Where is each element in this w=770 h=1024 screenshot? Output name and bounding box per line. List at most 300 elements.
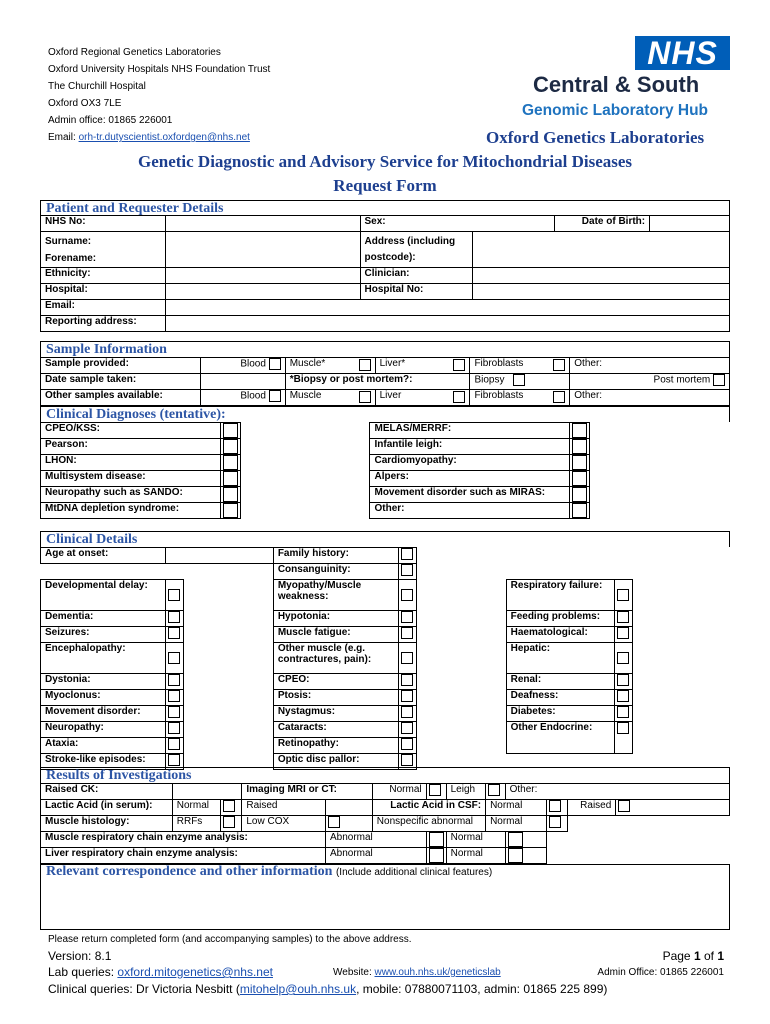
- optic-disc-checkbox[interactable]: [401, 754, 413, 766]
- ethnicity-label: Ethnicity:: [41, 268, 166, 284]
- avail-fibroblasts-option: [470, 390, 570, 406]
- cataracts-checkbox[interactable]: [401, 722, 413, 734]
- retinopathy-box[interactable]: [398, 738, 416, 754]
- other-endocrine-checkbox[interactable]: [617, 722, 629, 734]
- muscle-enzyme-label: Muscle respiratory chain enzyme analysis:: [41, 832, 326, 848]
- liver-normal-label: Normal: [446, 848, 505, 864]
- page-total: 1: [717, 949, 724, 963]
- spacer: [590, 487, 730, 503]
- address-line: The Churchill Hospital: [48, 81, 146, 92]
- spacer: [632, 706, 730, 722]
- lactic-normal-label: Normal: [172, 800, 220, 816]
- diag-right-checkbox[interactable]: [572, 439, 587, 454]
- diag-left-label: CPEO/KSS:: [41, 423, 221, 439]
- muscle-normal-checkbox[interactable]: [508, 832, 523, 847]
- hepatic-checkbox[interactable]: [617, 652, 629, 664]
- diag-left-checkbox[interactable]: [223, 455, 238, 470]
- spacer: [416, 580, 506, 611]
- blood-option: [200, 358, 285, 374]
- stroke-like-checkbox[interactable]: [168, 754, 180, 766]
- diag-left-checkbox[interactable]: [223, 423, 238, 438]
- diag-right-checkbox[interactable]: [572, 471, 587, 486]
- address-line: Admin office: 01865 226001: [48, 115, 173, 126]
- diag-right-box[interactable]: [570, 487, 590, 503]
- spacer: [590, 503, 730, 519]
- avail-blood-option: [200, 390, 285, 406]
- spacer: [506, 564, 614, 580]
- diag-left-checkbox[interactable]: [223, 471, 238, 486]
- avail-fibroblasts-checkbox[interactable]: [553, 391, 565, 403]
- dob-field[interactable]: [650, 216, 730, 232]
- email-field[interactable]: [165, 300, 729, 316]
- liver-abnormal-checkbox[interactable]: [429, 848, 444, 863]
- logo-line-2: Genomic Laboratory Hub: [522, 102, 709, 119]
- section-results-heading: Results of Investigations: [40, 767, 730, 783]
- respiratory-failure-checkbox[interactable]: [617, 589, 629, 601]
- lab-email-link[interactable]: oxford.mitogenetics@nhs.net: [117, 965, 273, 979]
- date-taken-field[interactable]: [200, 374, 285, 390]
- email-label: Email:: [48, 132, 79, 143]
- diag-left-label: MtDNA depletion syndrome:: [41, 503, 221, 519]
- nonspecific-label: Nonspecific abnormal: [372, 816, 485, 832]
- retinopathy-label: Retinopathy:: [273, 738, 398, 754]
- neuropathy-checkbox[interactable]: [168, 722, 180, 734]
- diag-right-label: MELAS/MERRF:: [370, 423, 570, 439]
- imaging-normal-label: Normal: [372, 784, 426, 800]
- diag-right-checkbox[interactable]: [572, 455, 587, 470]
- deafness-checkbox[interactable]: [617, 690, 629, 702]
- raised-ck-field[interactable]: [172, 784, 242, 800]
- clinician-label: Clinician:: [360, 268, 473, 284]
- spacer: [240, 487, 370, 503]
- results-table: [40, 783, 730, 864]
- spacer: [416, 643, 506, 674]
- page-of: of: [700, 949, 718, 963]
- feeding-problems-label: Feeding problems:: [506, 611, 614, 627]
- raised-ck-label: Raised CK:: [41, 784, 173, 800]
- nystagmus-box[interactable]: [398, 706, 416, 722]
- neuropathy-label: Neuropathy:: [41, 722, 166, 738]
- clinician-field[interactable]: [473, 268, 730, 284]
- csf-raised-label: Raised: [568, 800, 616, 816]
- nystagmus-label: Nystagmus:: [273, 706, 398, 722]
- csf-raised-checkbox[interactable]: [618, 800, 630, 812]
- spacer: [183, 738, 273, 754]
- haematological-label: Haematological:: [506, 627, 614, 643]
- movement-disorder-checkbox[interactable]: [168, 706, 180, 718]
- csf-normal-label: Normal: [486, 800, 547, 816]
- fibroblasts-option: [470, 358, 570, 374]
- version: Version: 8.1: [48, 949, 112, 963]
- imaging-label: Imaging MRI or CT:: [242, 784, 372, 800]
- lab-queries-label: Lab queries:: [48, 965, 118, 979]
- biopsy-checkbox[interactable]: [513, 374, 525, 386]
- hospital-no-field[interactable]: [473, 284, 730, 300]
- deafness-label: Deafness:: [506, 690, 614, 706]
- clinical-prefix: Clinical queries: Dr Victoria Nesbitt (: [48, 982, 240, 996]
- rrfs-checkbox[interactable]: [223, 816, 235, 828]
- sample-table: [40, 357, 730, 406]
- deafness-box[interactable]: [614, 690, 632, 706]
- name-field[interactable]: [165, 232, 360, 268]
- website-link[interactable]: www.ouh.nhs.uk/geneticslab: [374, 967, 501, 978]
- spacer: [632, 722, 730, 754]
- diag-right-checkbox[interactable]: [572, 487, 587, 502]
- developmental-delay-label: Developmental delay:: [41, 580, 166, 611]
- muscle-abnormal-box[interactable]: [426, 832, 446, 848]
- spacer: [590, 423, 730, 439]
- imaging-leigh-label: Leigh: [446, 784, 485, 800]
- family-history-label: Family history:: [273, 548, 398, 564]
- clinical-email-link[interactable]: mitohelp@ouh.nhs.uk: [239, 982, 357, 996]
- seizures-label: Seizures:: [41, 627, 166, 643]
- myopathy-checkbox[interactable]: [401, 589, 413, 601]
- liver-star-label: Liver*: [379, 358, 406, 369]
- duty-scientist-email-link[interactable]: orh-tr.dutyscientist.oxfordgen@nhs.net: [78, 132, 250, 143]
- lab-queries: [48, 965, 273, 979]
- movement-disorder-box[interactable]: [165, 706, 183, 722]
- section-clinical-heading: Clinical Details: [40, 531, 730, 547]
- low-cox-box[interactable]: [325, 816, 372, 832]
- other-muscle-checkbox[interactable]: [401, 652, 413, 664]
- consanguinity-checkbox[interactable]: [401, 564, 413, 576]
- spacer: [165, 564, 183, 580]
- email-line: [48, 129, 270, 146]
- spacer: [632, 548, 730, 564]
- histology-label: Muscle histology:: [41, 816, 173, 832]
- nhs-badge: NHS: [635, 36, 730, 70]
- spacer: [632, 564, 730, 580]
- renal-box[interactable]: [614, 674, 632, 690]
- correspondence-title: Relevant correspondence and other information: [46, 864, 333, 879]
- diag-right-checkbox[interactable]: [572, 503, 587, 518]
- avail-muscle-option: [285, 390, 375, 406]
- diag-right-box[interactable]: [570, 439, 590, 455]
- dementia-box[interactable]: [165, 611, 183, 627]
- spacer: [416, 627, 506, 643]
- hospital-field[interactable]: [165, 284, 360, 300]
- correspondence-subtitle: (Include additional clinical features): [335, 867, 493, 878]
- other-label: Other:: [574, 358, 603, 369]
- lactic-serum-label: Lactic Acid (in serum):: [41, 800, 173, 816]
- haematological-checkbox[interactable]: [617, 627, 629, 639]
- name-labels: [41, 232, 166, 268]
- ptosis-box[interactable]: [398, 690, 416, 706]
- lactic-csf-label: Lactic Acid in CSF:: [372, 800, 485, 816]
- diabetes-label: Diabetes:: [506, 706, 614, 722]
- encephalopathy-label: Encephalopathy:: [41, 643, 166, 674]
- hepatic-label: Hepatic:: [506, 643, 614, 674]
- spacer: [506, 548, 614, 564]
- developmental-delay-checkbox[interactable]: [168, 589, 180, 601]
- hepatic-box[interactable]: [614, 643, 632, 674]
- section-correspondence-heading: [41, 864, 731, 880]
- page-prefix: Page: [662, 949, 694, 963]
- spacer: [325, 800, 372, 816]
- muscle-star-label: Muscle*: [289, 358, 326, 369]
- address-label: Address (including postcode):: [360, 232, 473, 268]
- diag-left-checkbox[interactable]: [223, 439, 238, 454]
- diag-right-box[interactable]: [570, 423, 590, 439]
- diag-left-box[interactable]: [220, 455, 240, 471]
- spacer: [614, 564, 632, 580]
- rrfs-label: RRFs: [172, 816, 220, 832]
- feeding-problems-box[interactable]: [614, 611, 632, 627]
- diag-right-box[interactable]: [570, 503, 590, 519]
- myoclonus-box[interactable]: [165, 690, 183, 706]
- diag-right-checkbox[interactable]: [572, 423, 587, 438]
- seizures-checkbox[interactable]: [168, 627, 180, 639]
- avail-blood-label: Blood: [240, 390, 266, 402]
- diag-right-label: Other:: [370, 503, 570, 519]
- section-patient-heading: Patient and Requester Details: [40, 200, 730, 216]
- spacer: [416, 564, 506, 580]
- renal-checkbox[interactable]: [617, 674, 629, 686]
- surname-label: Surname:: [45, 236, 92, 247]
- fibroblasts-checkbox[interactable]: [553, 359, 565, 371]
- retinopathy-checkbox[interactable]: [401, 738, 413, 750]
- low-cox-checkbox[interactable]: [328, 816, 340, 828]
- liver-normal-checkbox[interactable]: [508, 848, 523, 863]
- spacer: [240, 455, 370, 471]
- hypotonia-box[interactable]: [398, 611, 416, 627]
- dementia-checkbox[interactable]: [168, 611, 180, 623]
- page-current: 1: [693, 949, 701, 963]
- post-mortem-label: Post mortem: [653, 374, 711, 386]
- spacer: [632, 611, 730, 627]
- stroke-like-label: Stroke-like episodes:: [41, 754, 166, 770]
- return-note: Please return completed form (and accompanying samples) to the above address.: [48, 934, 412, 945]
- hypotonia-checkbox[interactable]: [401, 611, 413, 623]
- muscle-normal-label: Normal: [446, 832, 505, 848]
- spacer: [632, 674, 730, 690]
- form-subtitle: Request Form: [333, 176, 437, 195]
- form-title: Genetic Diagnostic and Advisory Service for Mitochondrial Diseases: [137, 152, 633, 171]
- spacer: [632, 627, 730, 643]
- muscle-fatigue-checkbox[interactable]: [401, 627, 413, 639]
- spacer: [240, 439, 370, 455]
- encephalopathy-checkbox[interactable]: [168, 652, 180, 664]
- diag-right-label: Movement disorder such as MIRAS:: [370, 487, 570, 503]
- spacer: [240, 503, 370, 519]
- other-endocrine-box[interactable]: [614, 722, 632, 754]
- spacer: [416, 611, 506, 627]
- spacer: [546, 832, 729, 848]
- spacer: [416, 674, 506, 690]
- lab-address: [48, 44, 270, 146]
- cpeo-label: CPEO:: [273, 674, 398, 690]
- page-number: [663, 949, 724, 963]
- spacer: [183, 580, 273, 611]
- avail-muscle-checkbox[interactable]: [359, 391, 371, 403]
- diag-right-box[interactable]: [570, 455, 590, 471]
- haematological-box[interactable]: [614, 627, 632, 643]
- myopathy-label: Myopathy/Muscle weakness:: [273, 580, 398, 611]
- muscle-fatigue-box[interactable]: [398, 627, 416, 643]
- imaging-other-field[interactable]: [505, 784, 729, 800]
- ataxia-box[interactable]: [165, 738, 183, 754]
- nystagmus-checkbox[interactable]: [401, 706, 413, 718]
- spacer: [183, 611, 273, 627]
- muscle-normal-box[interactable]: [505, 832, 546, 848]
- diag-left-box[interactable]: [220, 439, 240, 455]
- avail-fibroblasts-label: Fibroblasts: [474, 390, 524, 401]
- lactic-normal-box[interactable]: [221, 800, 242, 816]
- liver-normal-box[interactable]: [505, 848, 546, 864]
- logo-line-1: Central & South: [533, 72, 700, 97]
- age-onset-label: Age at onset:: [41, 548, 166, 564]
- neuropathy-box[interactable]: [165, 722, 183, 738]
- histology-normal-checkbox[interactable]: [549, 816, 561, 828]
- csf-raised-box[interactable]: [616, 800, 730, 816]
- cpeo-box[interactable]: [398, 674, 416, 690]
- clinical-table: [40, 547, 730, 770]
- lactic-normal-checkbox[interactable]: [223, 800, 235, 812]
- respiratory-failure-box[interactable]: [614, 580, 632, 611]
- muscle-checkbox[interactable]: [359, 359, 371, 371]
- blood-label: Blood: [240, 358, 266, 370]
- spacer: [632, 580, 730, 611]
- diagnoses-table: [40, 422, 730, 519]
- spacer: [568, 816, 730, 832]
- cataracts-label: Cataracts:: [273, 722, 398, 738]
- diag-left-label: LHON:: [41, 455, 221, 471]
- myoclonus-label: Myoclonus:: [41, 690, 166, 706]
- avail-muscle-label: Muscle: [289, 390, 322, 401]
- dementia-label: Dementia:: [41, 611, 166, 627]
- biopsy-question: *Biopsy or post mortem?:: [285, 374, 470, 390]
- other-option[interactable]: [570, 358, 730, 374]
- forename-label: Forename:: [45, 253, 97, 264]
- hospital-label: Hospital:: [41, 284, 166, 300]
- diag-right-label: Infantile leigh:: [370, 439, 570, 455]
- family-history-checkbox[interactable]: [401, 548, 413, 560]
- sample-provided-label: Sample provided:: [41, 358, 201, 374]
- diabetes-checkbox[interactable]: [617, 706, 629, 718]
- diag-right-label: Cardiomyopathy:: [370, 455, 570, 471]
- csf-normal-checkbox[interactable]: [549, 800, 561, 812]
- nhs-no-label: NHS No:: [41, 216, 166, 232]
- avail-other-option[interactable]: [570, 390, 730, 406]
- avail-liver-option: [375, 390, 470, 406]
- muscle-abnormal-checkbox[interactable]: [429, 832, 444, 847]
- email-label: Email:: [41, 300, 166, 316]
- diag-left-checkbox[interactable]: [223, 503, 238, 518]
- fibroblasts-label: Fibroblasts: [474, 358, 524, 369]
- developmental-delay-box[interactable]: [165, 580, 183, 611]
- diag-left-checkbox[interactable]: [223, 487, 238, 502]
- spacer: [41, 564, 166, 580]
- avail-liver-checkbox[interactable]: [453, 391, 465, 403]
- post-mortem-checkbox[interactable]: [713, 374, 725, 386]
- consanguinity-box[interactable]: [398, 564, 416, 580]
- dystonia-checkbox[interactable]: [168, 674, 180, 686]
- histology-normal-box[interactable]: [546, 816, 567, 832]
- address-field[interactable]: [473, 232, 730, 268]
- csf-normal-box[interactable]: [546, 800, 567, 816]
- dob-label: Date of Birth:: [555, 216, 650, 232]
- imaging-normal-checkbox[interactable]: [429, 784, 441, 796]
- diag-right-box[interactable]: [570, 471, 590, 487]
- ptosis-checkbox[interactable]: [401, 690, 413, 702]
- renal-label: Renal:: [506, 674, 614, 690]
- imaging-leigh-box[interactable]: [486, 784, 506, 800]
- other-muscle-box[interactable]: [398, 643, 416, 674]
- spacer: [183, 690, 273, 706]
- rrfs-box[interactable]: [221, 816, 242, 832]
- sex-label: Sex:: [360, 216, 555, 232]
- biopsy-label: Biopsy: [474, 374, 505, 386]
- spacer: [632, 690, 730, 706]
- muscle-abnormal-label: Abnormal: [325, 832, 426, 848]
- spacer: [416, 738, 506, 754]
- encephalopathy-box[interactable]: [165, 643, 183, 674]
- age-onset-field[interactable]: [165, 548, 273, 564]
- liver-abnormal-box[interactable]: [426, 848, 446, 864]
- myoclonus-checkbox[interactable]: [168, 690, 180, 702]
- diag-left-box[interactable]: [220, 471, 240, 487]
- cpeo-checkbox[interactable]: [401, 674, 413, 686]
- feeding-problems-checkbox[interactable]: [617, 611, 629, 623]
- avail-blood-checkbox[interactable]: [269, 390, 281, 402]
- myopathy-box[interactable]: [398, 580, 416, 611]
- movement-disorder-label: Movement disorder:: [41, 706, 166, 722]
- spacer: [416, 548, 506, 564]
- family-history-box[interactable]: [398, 548, 416, 564]
- lab-name: Oxford Genetics Laboratories: [486, 128, 705, 147]
- optic-disc-label: Optic disc pallor:: [273, 754, 398, 770]
- clinical-queries: [48, 982, 607, 996]
- liver-abnormal-label: Abnormal: [325, 848, 426, 864]
- section-sample-heading: Sample Information: [40, 341, 730, 357]
- spacer: [416, 690, 506, 706]
- spacer: [240, 423, 370, 439]
- diag-left-label: Pearson:: [41, 439, 221, 455]
- diag-left-box[interactable]: [220, 423, 240, 439]
- avail-liver-label: Liver: [379, 390, 402, 401]
- address-line: Oxford Regional Genetics Laboratories: [48, 47, 221, 58]
- nhs-no-field[interactable]: [165, 216, 360, 232]
- dystonia-label: Dystonia:: [41, 674, 166, 690]
- diabetes-box[interactable]: [614, 706, 632, 722]
- avail-other-label: Other:: [574, 390, 603, 401]
- spacer: [416, 722, 506, 738]
- seizures-box[interactable]: [165, 627, 183, 643]
- ataxia-checkbox[interactable]: [168, 738, 180, 750]
- cataracts-box[interactable]: [398, 722, 416, 738]
- diag-left-box[interactable]: [220, 503, 240, 519]
- spacer: [183, 643, 273, 674]
- liver-checkbox[interactable]: [453, 359, 465, 371]
- clinical-suffix: , mobile: 07880071103, admin: 01865 225 899): [356, 982, 608, 996]
- reporting-address-field[interactable]: [165, 316, 729, 332]
- other-samples-label: Other samples available:: [41, 390, 201, 406]
- imaging-normal-box[interactable]: [426, 784, 446, 800]
- respiratory-failure-label: Respiratory failure:: [506, 580, 614, 611]
- spacer: [416, 706, 506, 722]
- spacer: [183, 706, 273, 722]
- diag-right-label: Alpers:: [370, 471, 570, 487]
- histology-normal-label: Normal: [486, 816, 547, 832]
- dystonia-box[interactable]: [165, 674, 183, 690]
- diag-left-box[interactable]: [220, 487, 240, 503]
- ethnicity-field[interactable]: [165, 268, 360, 284]
- blood-checkbox[interactable]: [269, 358, 281, 370]
- liver-option: [375, 358, 470, 374]
- other-endocrine-label: Other Endocrine:: [506, 722, 614, 754]
- spacer: [590, 439, 730, 455]
- imaging-leigh-checkbox[interactable]: [488, 784, 500, 796]
